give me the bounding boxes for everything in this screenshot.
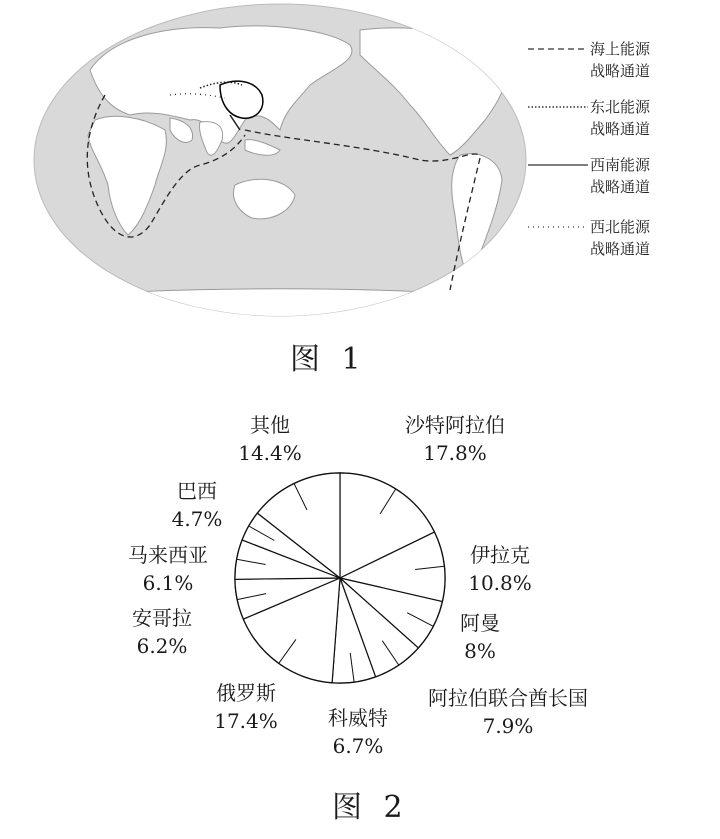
antarctica	[30, 289, 530, 330]
figure1-caption: 图 1	[290, 342, 367, 377]
pie-slice-name: 阿曼	[460, 611, 500, 635]
legend-label-line2: 战略通道	[590, 240, 651, 258]
pie-slice-value: 6.1%	[142, 571, 194, 595]
legend-label-line2: 战略通道	[590, 120, 651, 138]
legend-solid-line	[528, 162, 588, 168]
pie-slice-value: 7.9%	[482, 714, 534, 738]
pie-slice-name: 阿拉伯联合酋长国	[428, 686, 588, 710]
pie-slice-name: 马来西亚	[128, 543, 208, 567]
legend-label-line2: 战略通道	[590, 178, 651, 196]
pie-slice-name: 沙特阿拉伯	[405, 413, 505, 437]
map-legend	[528, 38, 718, 274]
pie-slice-value: 17.4%	[214, 709, 278, 733]
legend-item-northwest	[528, 216, 718, 274]
pie-slice-name: 其他	[250, 413, 290, 437]
pie-slice-value: 10.8%	[468, 571, 532, 595]
legend-sparse-dot-line	[528, 224, 588, 230]
legend-label-line2: 战略通道	[590, 62, 651, 80]
pie-slice-value: 6.7%	[332, 734, 384, 758]
pie-slice-name: 伊拉克	[470, 543, 530, 567]
legend-dash-line	[528, 46, 588, 52]
world-map	[30, 0, 530, 330]
legend-item-northeast	[528, 96, 718, 154]
pie-slice-value: 17.8%	[423, 441, 487, 465]
legend-dense-dot-line	[528, 104, 588, 110]
pie-slice-name: 安哥拉	[132, 606, 192, 630]
pie-slice-value: 6.2%	[136, 634, 188, 658]
pie-slice-value: 4.7%	[171, 507, 223, 531]
pie-slice-name: 俄罗斯	[216, 681, 276, 705]
legend-label-line1: 海上能源	[590, 40, 651, 58]
figure2-caption: 图 2	[332, 790, 409, 825]
legend-item-sea	[528, 38, 718, 96]
legend-label-line1: 西北能源	[590, 218, 651, 236]
legend-label-line1: 西南能源	[590, 156, 651, 174]
pie-slice-value: 8%	[464, 639, 496, 663]
legend-item-southwest	[528, 154, 718, 216]
legend-label-line1: 东北能源	[590, 98, 651, 116]
pie-slice-name: 巴西	[177, 479, 217, 503]
pie-chart	[0, 380, 720, 770]
pie-slice-value: 14.4%	[238, 441, 302, 465]
pie-slice-name: 科威特	[328, 706, 388, 730]
